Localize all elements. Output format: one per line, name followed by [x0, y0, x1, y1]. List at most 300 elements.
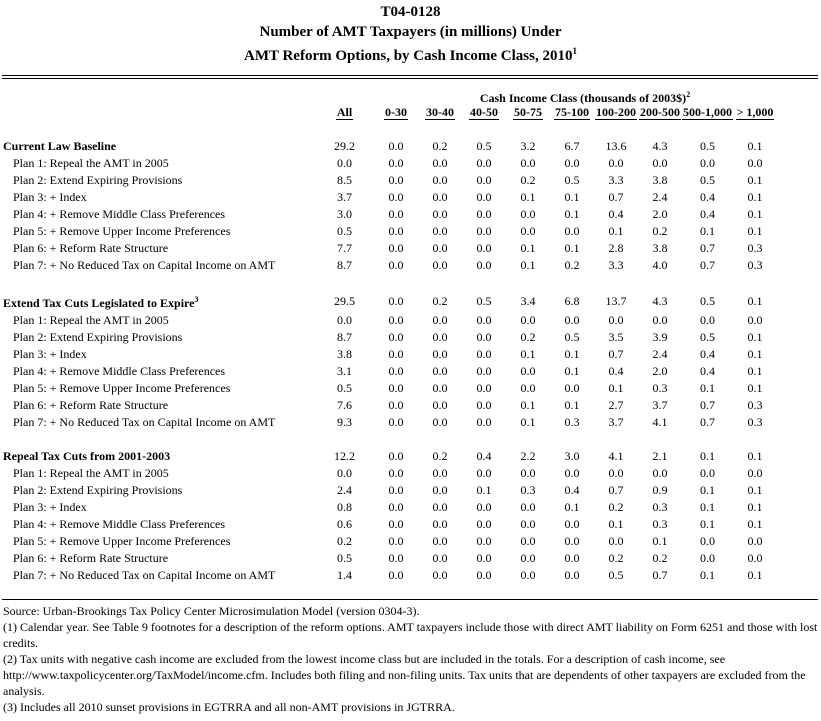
plan-value-cell: 0.0	[476, 415, 492, 429]
plan-value-cell: 0.0	[476, 534, 492, 548]
plan-value-cell: 0.0	[520, 568, 536, 582]
plan-label: Plan 2: Extend Expiring Provisions	[13, 483, 183, 497]
plan-value-cell: 0.1	[747, 364, 763, 378]
plan-value-cell: 0.0	[747, 466, 763, 480]
plan-value-cell: 0.1	[476, 483, 492, 497]
plan-value-cell: 0.7	[652, 568, 668, 582]
plan-value-cell: 4.1	[652, 415, 668, 429]
section-row	[3, 291, 777, 312]
plan-row	[3, 172, 777, 189]
section-value-cell: 4.1	[608, 449, 624, 463]
plan-value-cell: 0.1	[700, 568, 715, 582]
plan-value-cell: 3.8	[337, 347, 352, 361]
plan-label: Plan 1: Repeal the AMT in 2005	[13, 156, 169, 170]
plan-row	[3, 312, 777, 329]
plan-value-cell: 0.0	[564, 568, 580, 582]
plan-row	[3, 206, 777, 223]
plan-value-cell: 0.0	[608, 156, 624, 170]
plan-value-cell: 0.0	[432, 347, 448, 361]
section-value-cell: 0.2	[432, 139, 448, 153]
plan-value-cell: 0.1	[520, 415, 536, 429]
plan-value-cell: 0.2	[520, 173, 536, 187]
plan-label: Plan 4: + Remove Middle Class Preferences	[13, 517, 226, 531]
plan-value-cell: 0.1	[747, 568, 763, 582]
plan-value-cell: 4.0	[652, 258, 668, 272]
plan-value-cell: 0.3	[747, 241, 763, 255]
section-value-cell: 0.2	[432, 294, 448, 308]
plan-value-cell: 0.7	[608, 190, 624, 204]
plan-value-cell: 0.7	[700, 415, 715, 429]
footnote-source: Source: Urban-Brookings Tax Policy Center Microsimulation Model (version 0304-3).	[3, 604, 420, 618]
plan-label: Plan 7: + No Reduced Tax on Capital Income on AMT	[13, 568, 276, 582]
plan-value-cell: 0.0	[564, 156, 580, 170]
plan-value-cell: 0.0	[432, 398, 448, 412]
plan-value-cell: 0.0	[700, 313, 715, 327]
section-value-cell: 3.2	[520, 139, 536, 153]
plan-value-cell: 0.0	[388, 415, 404, 429]
plan-value-cell: 0.1	[564, 347, 580, 361]
plan-value-cell: 0.0	[476, 156, 492, 170]
plan-value-cell: 0.0	[337, 313, 352, 327]
plan-value-cell: 0.5	[608, 568, 624, 582]
section-name: Current Law Baseline	[3, 139, 117, 153]
plan-value-cell: 0.1	[747, 517, 763, 531]
plan-value-cell: 2.4	[652, 347, 668, 361]
title-footnote-mark: 1	[572, 46, 577, 56]
plan-label: Plan 6: + Reform Rate Structure	[13, 241, 169, 255]
section-value-cell: 6.8	[564, 294, 580, 308]
plan-value-cell: 0.0	[520, 466, 536, 480]
plan-value-cell: 0.3	[747, 258, 763, 272]
plan-row	[3, 414, 777, 431]
plan-value-cell: 0.0	[388, 207, 404, 221]
plan-value-cell: 0.3	[564, 415, 580, 429]
plan-value-cell: 0.0	[476, 551, 492, 565]
plan-value-cell: 0.2	[564, 258, 580, 272]
column-header-row	[3, 104, 777, 121]
plan-label: Plan 3: + Index	[13, 500, 87, 514]
plan-value-cell: 3.8	[652, 173, 668, 187]
plan-value-cell: 0.1	[700, 500, 715, 514]
section-value-cell: 0.4	[476, 449, 492, 463]
plan-value-cell: 0.0	[476, 207, 492, 221]
plan-value-cell: 0.0	[388, 398, 404, 412]
plan-value-cell: 0.1	[747, 500, 763, 514]
plan-value-cell: 0.0	[337, 156, 352, 170]
plan-value-cell: 0.0	[388, 330, 404, 344]
col-header-over-1000: > 1,000	[736, 105, 774, 119]
plan-value-cell: 0.4	[700, 347, 715, 361]
plan-value-cell: 0.0	[432, 500, 448, 514]
plan-value-cell: 0.0	[520, 313, 536, 327]
plan-value-cell: 0.0	[388, 190, 404, 204]
section-value-cell: 0.0	[388, 294, 404, 308]
plan-value-cell: 0.1	[652, 534, 668, 548]
plan-value-cell: 0.0	[520, 500, 536, 514]
plan-value-cell: 0.0	[388, 534, 404, 548]
col-header-500-1000: 500-1,000	[683, 105, 732, 119]
plan-value-cell: 0.2	[652, 551, 668, 565]
plan-value-cell: 0.0	[476, 398, 492, 412]
plan-value-cell: 3.0	[337, 207, 352, 221]
plan-value-cell: 0.0	[388, 224, 404, 238]
plan-value-cell: 0.0	[432, 241, 448, 255]
plan-value-cell: 0.5	[337, 224, 352, 238]
plan-value-cell: 0.0	[520, 224, 536, 238]
plan-row	[3, 499, 777, 516]
plan-value-cell: 0.0	[388, 500, 404, 514]
top-rule-double	[2, 78, 818, 79]
plan-value-cell: 0.0	[564, 313, 580, 327]
plan-value-cell: 0.0	[388, 483, 404, 497]
plan-value-cell: 0.0	[608, 466, 624, 480]
plan-value-cell: 0.2	[608, 500, 624, 514]
plan-value-cell: 0.5	[700, 173, 715, 187]
section-name: Repeal Tax Cuts from 2001-2003	[3, 449, 171, 463]
section-value-cell: 0.5	[700, 139, 715, 153]
plan-label: Plan 3: + Index	[13, 347, 87, 361]
plan-value-cell: 0.5	[700, 330, 715, 344]
plan-value-cell: 0.0	[476, 466, 492, 480]
plan-value-cell: 0.6	[337, 517, 352, 531]
plan-label: Plan 7: + No Reduced Tax on Capital Income on AMT	[13, 258, 276, 272]
plan-value-cell: 0.1	[747, 330, 763, 344]
plan-value-cell: 7.6	[337, 398, 352, 412]
plan-value-cell: 3.3	[608, 173, 624, 187]
plan-value-cell: 0.0	[476, 313, 492, 327]
section-label	[3, 138, 315, 155]
plan-value-cell: 0.0	[432, 364, 448, 378]
plan-value-cell: 0.0	[476, 173, 492, 187]
plan-value-cell: 0.2	[608, 551, 624, 565]
cash-income-footnote-mark: 2	[686, 90, 691, 99]
plan-value-cell: 0.0	[432, 415, 448, 429]
plan-value-cell: 0.0	[608, 534, 624, 548]
plan-value-cell: 0.0	[700, 466, 715, 480]
plan-value-cell: 0.1	[747, 173, 763, 187]
plan-value-cell: 0.1	[747, 347, 763, 361]
section-row	[3, 448, 777, 465]
spacer-cell	[3, 431, 777, 448]
plan-value-cell: 0.3	[652, 517, 668, 531]
plan-value-cell: 0.7	[700, 241, 715, 255]
plan-value-cell: 1.4	[337, 568, 352, 582]
plan-label: Plan 6: + Reform Rate Structure	[13, 398, 169, 412]
section-value-cell: 13.6	[605, 139, 627, 153]
bottom-rule	[2, 599, 818, 600]
plan-row	[3, 380, 777, 397]
footnote-2: (2) Tax units with negative cash income are excluded from the lowest income class but are included in the totals. For a description of cash income, see http://www.taxpolicycenter.org/TaxModel/income.cfm. Includes both filing and non-filing units. Tax units that are dependents of other taxpayers are excluded from the analysis.	[3, 652, 806, 698]
plan-value-cell: 0.1	[747, 381, 763, 395]
plan-value-cell: 0.1	[520, 241, 536, 255]
plan-value-cell: 0.4	[700, 364, 715, 378]
plan-value-cell: 0.0	[388, 466, 404, 480]
plan-value-cell: 3.7	[337, 190, 352, 204]
plan-row	[3, 550, 777, 567]
plan-value-cell: 0.4	[700, 190, 715, 204]
plan-value-cell: 0.0	[652, 466, 668, 480]
plan-row	[3, 346, 777, 363]
section-value-cell: 4.3	[652, 294, 668, 308]
section-value-cell: 13.7	[605, 294, 627, 308]
plan-row	[3, 465, 777, 482]
plan-row	[3, 482, 777, 499]
plan-value-cell: 3.7	[652, 398, 668, 412]
plan-value-cell: 0.0	[564, 551, 580, 565]
col-header-50-75: 50-75	[514, 105, 542, 119]
plan-value-cell: 0.0	[432, 534, 448, 548]
plan-value-cell: 0.0	[432, 517, 448, 531]
plan-value-cell: 2.8	[608, 241, 624, 255]
plan-value-cell: 8.7	[337, 330, 352, 344]
plan-label: Plan 6: + Reform Rate Structure	[13, 551, 169, 565]
table-title-line1: Number of AMT Taxpayers (in millions) Under	[259, 24, 562, 40]
plan-value-cell: 0.1	[564, 398, 580, 412]
plan-value-cell: 0.0	[432, 466, 448, 480]
section-label	[3, 291, 315, 312]
plan-value-cell: 0.0	[520, 364, 536, 378]
plan-value-cell: 0.1	[700, 224, 715, 238]
plan-value-cell: 0.0	[564, 381, 580, 395]
plan-value-cell: 0.0	[520, 156, 536, 170]
plan-value-cell: 0.0	[520, 381, 536, 395]
plan-value-cell: 0.0	[388, 568, 404, 582]
spacer-row	[3, 121, 777, 138]
plan-value-cell: 0.0	[476, 381, 492, 395]
spacer-cell	[3, 121, 777, 138]
plan-value-cell: 3.1	[337, 364, 352, 378]
plan-value-cell: 0.0	[747, 551, 763, 565]
plan-value-cell: 0.5	[337, 381, 352, 395]
plan-value-cell: 0.0	[476, 517, 492, 531]
section-value-cell: 3.0	[564, 449, 580, 463]
plan-row	[3, 533, 777, 550]
plan-label: Plan 5: + Remove Upper Income Preferences	[13, 534, 231, 548]
plan-value-cell: 0.0	[388, 364, 404, 378]
plan-value-cell: 0.0	[476, 347, 492, 361]
plan-value-cell: 0.0	[520, 207, 536, 221]
section-value-cell: 0.0	[388, 449, 404, 463]
section-value-cell: 2.2	[520, 449, 536, 463]
plan-value-cell: 0.0	[432, 173, 448, 187]
plan-value-cell: 0.0	[388, 173, 404, 187]
plan-label: Plan 2: Extend Expiring Provisions	[13, 330, 183, 344]
table-body	[3, 121, 777, 584]
plan-value-cell: 0.3	[520, 483, 536, 497]
plan-value-cell: 0.0	[564, 534, 580, 548]
plan-row	[3, 516, 777, 533]
table-title-line2: AMT Reform Options, by Cash Income Class, 2010$^1$	[244, 46, 577, 64]
plan-value-cell: 0.0	[700, 534, 715, 548]
plan-value-cell: 0.0	[700, 551, 715, 565]
plan-value-cell: 8.7	[337, 258, 352, 272]
section-value-cell: 0.1	[747, 449, 763, 463]
plan-value-cell: 2.7	[608, 398, 624, 412]
section-row	[3, 138, 777, 155]
table-code: T04-0128	[380, 4, 441, 20]
plan-value-cell: 0.0	[700, 156, 715, 170]
plan-value-cell: 0.0	[388, 517, 404, 531]
section-value-cell: 4.3	[652, 139, 668, 153]
section-value-cell: 0.0	[388, 139, 404, 153]
col-header-0-30: 0-30	[385, 105, 407, 119]
plan-value-cell: 2.0	[652, 364, 668, 378]
col-header-100-200: 100-200	[596, 105, 636, 119]
section-label	[3, 448, 315, 465]
section-name: Extend Tax Cuts Legislated to Expire	[3, 296, 195, 310]
plan-value-cell: 0.1	[564, 364, 580, 378]
plan-value-cell: 0.4	[564, 483, 580, 497]
row-label-header	[3, 104, 315, 121]
plan-value-cell: 0.1	[747, 483, 763, 497]
plan-row	[3, 363, 777, 380]
plan-value-cell: 0.4	[608, 207, 624, 221]
plan-value-cell: 3.9	[652, 330, 668, 344]
plan-value-cell: 0.3	[652, 381, 668, 395]
plan-value-cell: 3.7	[608, 415, 624, 429]
plan-value-cell: 0.0	[747, 156, 763, 170]
plan-value-cell: 0.1	[520, 347, 536, 361]
col-header-75-100: 75-100	[555, 105, 589, 119]
top-rule	[2, 75, 818, 76]
plan-value-cell: 0.0	[564, 517, 580, 531]
section-value-cell: 0.5	[476, 294, 492, 308]
plan-value-cell: 0.0	[432, 156, 448, 170]
plan-value-cell: 0.0	[747, 313, 763, 327]
plan-value-cell: 0.1	[608, 224, 624, 238]
plan-value-cell: 0.0	[432, 258, 448, 272]
plan-value-cell: 0.0	[564, 466, 580, 480]
plan-value-cell: 0.0	[432, 207, 448, 221]
plan-value-cell: 0.0	[337, 466, 352, 480]
plan-value-cell: 3.8	[652, 241, 668, 255]
plan-row	[3, 567, 777, 584]
plan-label: Plan 2: Extend Expiring Provisions	[13, 173, 183, 187]
plan-value-cell: 0.9	[652, 483, 668, 497]
plan-value-cell: 0.1	[564, 190, 580, 204]
plan-value-cell: 0.0	[520, 517, 536, 531]
plan-value-cell: 0.1	[700, 483, 715, 497]
plan-value-cell: 2.0	[652, 207, 668, 221]
section-value-cell: 6.7	[564, 139, 580, 153]
plan-value-cell: 0.3	[747, 415, 763, 429]
plan-value-cell: 0.0	[652, 313, 668, 327]
plan-value-cell: 2.4	[652, 190, 668, 204]
section-value-cell: 3.4	[520, 294, 536, 308]
plan-value-cell: 0.0	[476, 568, 492, 582]
col-header-30-40: 30-40	[426, 105, 454, 119]
amt-taxpayers-table	[3, 104, 777, 584]
plan-value-cell: 0.1	[520, 190, 536, 204]
plan-value-cell: 0.1	[700, 381, 715, 395]
plan-value-cell: 0.0	[432, 381, 448, 395]
footnotes	[3, 603, 818, 715]
section-value-cell: 29.5	[334, 294, 355, 308]
cash-income-class-header: Cash Income Class (thousands of 2003$)$^2$	[479, 90, 691, 105]
plan-value-cell: 7.7	[337, 241, 352, 255]
plan-label: Plan 4: + Remove Middle Class Preferences	[13, 207, 226, 221]
section-value-cell: 0.1	[700, 449, 715, 463]
plan-value-cell: 0.0	[388, 381, 404, 395]
plan-value-cell: 0.0	[388, 156, 404, 170]
plan-value-cell: 0.1	[564, 207, 580, 221]
plan-value-cell: 0.0	[476, 330, 492, 344]
plan-value-cell: 0.2	[520, 330, 536, 344]
section-value-cell: 0.5	[476, 139, 492, 153]
plan-label: Plan 1: Repeal the AMT in 2005	[13, 466, 169, 480]
plan-value-cell: 0.0	[388, 551, 404, 565]
plan-label: Plan 3: + Index	[13, 190, 87, 204]
spacer-row	[3, 431, 777, 448]
plan-value-cell: 0.0	[476, 364, 492, 378]
plan-value-cell: 0.4	[608, 364, 624, 378]
section-footnote-mark: 3	[194, 295, 199, 304]
plan-value-cell: 0.4	[700, 207, 715, 221]
plan-label: Plan 7: + No Reduced Tax on Capital Income on AMT	[13, 415, 276, 429]
plan-value-cell: 9.3	[337, 415, 352, 429]
plan-value-cell: 0.8	[337, 500, 352, 514]
plan-row	[3, 223, 777, 240]
plan-value-cell: 0.0	[432, 330, 448, 344]
plan-value-cell: 0.2	[337, 534, 352, 548]
plan-value-cell: 0.0	[432, 568, 448, 582]
plan-value-cell: 0.0	[564, 224, 580, 238]
footnote-1: (1) Calendar year. See Table 9 footnotes for a description of the reform options. AMT taxpayers include those with direct AMT liability on Form 6251 and those with lost credits.	[3, 620, 818, 650]
plan-row	[3, 397, 777, 414]
plan-row	[3, 189, 777, 206]
plan-label: Plan 1: Repeal the AMT in 2005	[13, 313, 169, 327]
plan-value-cell: 0.0	[520, 534, 536, 548]
spacer-row	[3, 274, 777, 291]
plan-value-cell: 2.4	[337, 483, 352, 497]
plan-value-cell: 0.1	[747, 207, 763, 221]
plan-row	[3, 155, 777, 172]
plan-value-cell: 0.5	[564, 173, 580, 187]
plan-value-cell: 0.0	[520, 551, 536, 565]
plan-label: Plan 5: + Remove Upper Income Preferences	[13, 224, 231, 238]
section-value-cell: 0.2	[432, 449, 448, 463]
plan-value-cell: 0.3	[747, 398, 763, 412]
plan-value-cell: 0.0	[608, 313, 624, 327]
spacer-cell	[3, 274, 777, 291]
plan-value-cell: 0.3	[652, 500, 668, 514]
plan-row	[3, 240, 777, 257]
plan-value-cell: 0.1	[747, 224, 763, 238]
plan-value-cell: 0.0	[432, 483, 448, 497]
col-header-200-500: 200-500	[640, 105, 680, 119]
plan-value-cell: 0.0	[388, 258, 404, 272]
plan-value-cell: 0.0	[432, 313, 448, 327]
plan-value-cell: 3.5	[608, 330, 624, 344]
plan-label: Plan 4: + Remove Middle Class Preferences	[13, 364, 226, 378]
section-value-cell: 0.5	[700, 294, 715, 308]
footnote-3: (3) Includes all 2010 sunset provisions in EGTRRA and all non-AMT provisions in JGTRRA.	[3, 700, 455, 714]
plan-value-cell: 0.1	[747, 190, 763, 204]
plan-value-cell: 0.1	[608, 381, 624, 395]
plan-value-cell: 0.7	[700, 398, 715, 412]
section-value-cell: 12.2	[334, 449, 355, 463]
plan-value-cell: 0.1	[520, 258, 536, 272]
col-header-40-50: 40-50	[470, 105, 498, 119]
plan-value-cell: 0.1	[564, 241, 580, 255]
plan-value-cell: 0.7	[608, 483, 624, 497]
plan-value-cell: 0.0	[388, 241, 404, 255]
plan-value-cell: 0.7	[608, 347, 624, 361]
plan-row	[3, 329, 777, 346]
plan-value-cell: 0.5	[564, 330, 580, 344]
plan-value-cell: 0.0	[747, 534, 763, 548]
plan-value-cell: 0.0	[652, 156, 668, 170]
